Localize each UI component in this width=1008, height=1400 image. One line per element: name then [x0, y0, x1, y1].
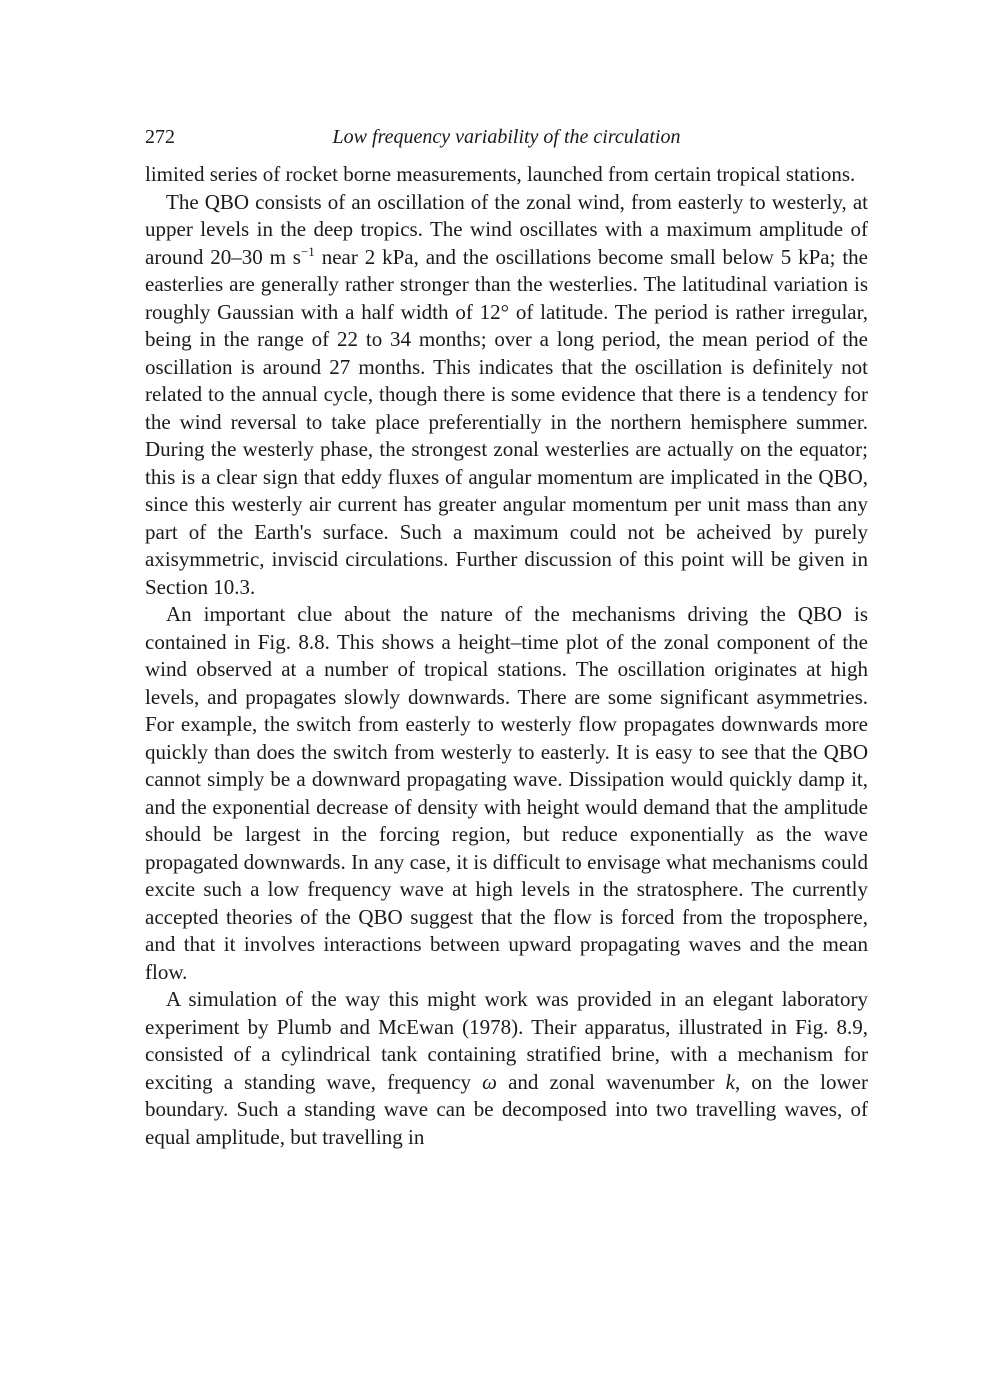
symbol-omega: ω: [482, 1069, 497, 1094]
paragraph-laboratory-experiment: [145, 986, 868, 1151]
unit-exponent: −1: [300, 243, 315, 259]
paragraph-continuation: [145, 161, 868, 189]
paragraph-text: and zonal wavenumber: [496, 1069, 726, 1094]
page: [145, 122, 868, 1151]
paragraph-text: , on the lower boundary. Such a standing wave can be decomposed into two travelling waves, of equal amplitude, but travelling in: [145, 1069, 868, 1149]
paragraph-height-time-plot: [145, 601, 868, 986]
page-number: 272: [145, 126, 175, 148]
paragraph-text: The QBO consists of an oscillation of the zonal wind, from easterly to westerly, at upper levels in the deep tropics. The wind oscillates with a maximum amplitude of around 20–30 m s: [145, 189, 868, 269]
paragraph-text: A simulation of the way this might work was provided in an elegant laboratory experiment by Plumb and McEwan (1978). Their apparatus, illustrated in Fig. 8.9, consisted of a cylindrical tank containing stratified brine, with a mechanism for exciting a standing wave, frequency: [145, 987, 868, 1094]
body-text: [145, 161, 868, 1151]
paragraph-text: limited series of rocket borne measurements, launched from certain tropical stations.: [145, 162, 856, 186]
symbol-k: k: [725, 1069, 735, 1094]
running-head: [145, 122, 868, 152]
running-title: Low frequency variability of the circulation: [332, 126, 681, 148]
paragraph-text: An important clue about the nature of the mechanisms driving the QBO is contained in Fig. 8.8. This shows a height–time plot of the zonal component of the wind observed at a number of tropical stations. The oscillation originates at high levels, and propagates slowly downwards. There are some significant asymmetries. For example, the switch from easterly to westerly flow propagates downwards more quickly than does the switch from westerly to easterly. It is easy to see that the QBO cannot simply be a downward propagating wave. Dissipation would quickly damp it, and the exponential decrease of density with height would demand that the amplitude should be largest in the forcing region, but reduce exponentially as the wave propagated downwards. In any case, it is difficult to envisage what mechanisms could excite such a low frequency wave at high levels in the stratosphere. The currently accepted theories of the QBO suggest that the flow is forced from the troposphere, and that it involves interactions between upward propagating waves and the mean flow.: [145, 602, 868, 984]
paragraph-qbo-description: [145, 189, 868, 602]
paragraph-text: near 2 kPa, and the oscillations become small below 5 kPa; the easterlies are generally rather stronger than the westerlies. The latitudinal variation is roughly Gaussian with a half width of 12° of latitude. The period is rather irregular, being in the range of 22 to 34 months; over a long period, the mean period of the oscillation is around 27 months. This indicates that the oscillation is definitely not related to the annual cycle, though there is some evidence that there is a tendency for the wind reversal to take place preferentially in the northern hemisphere summer. During the westerly phase, the strongest zonal westerlies are actually on the equator; this is a clear sign that eddy fluxes of angular momentum are implicated in the QBO, since this westerly air current has greater angular momentum per unit mass than any part of the Earth's surface. Such a maximum could not be acheived by purely axisymmetric, inviscid circulations. Further discussion of this point will be given in Section 10.3.: [145, 244, 868, 599]
